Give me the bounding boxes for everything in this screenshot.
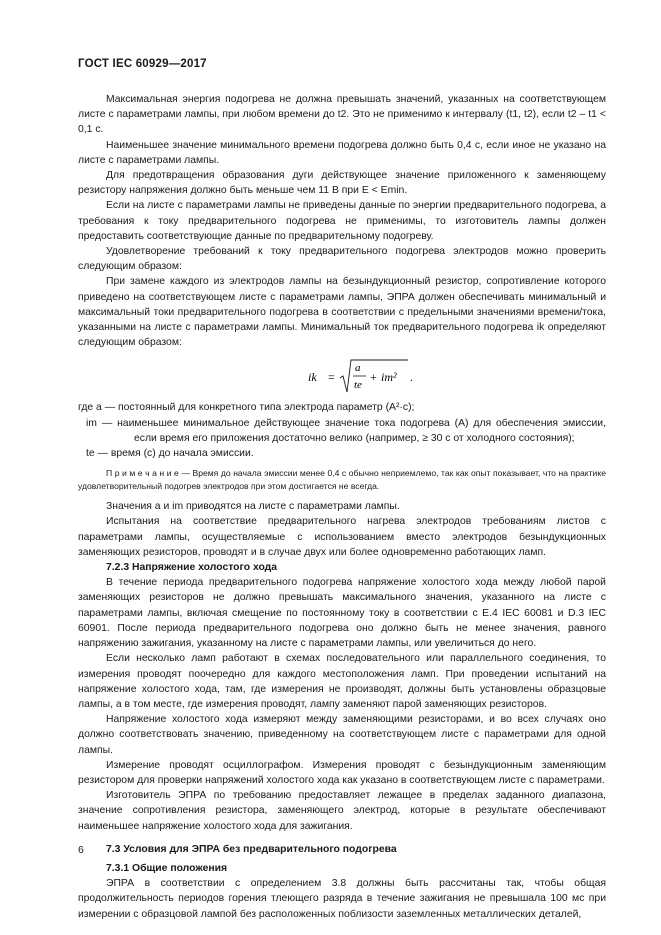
- paragraph: Испытания на соответствие предварительного нагрева электродов требованиям листов с параметрами лампы, осуществляемые с использованием вместо электродов безындукционных заменяющих резисторов, проводят и в случае двух или более одновременно работающих ламп.: [78, 516, 606, 558]
- formula-graphic: [308, 354, 448, 398]
- paragraph: Измерение проводят осциллографом. Измерения проводят с безындукционным заменяющим резистором для проверки напряжений холостого хода как указано в соответствующем листе с параметрами.: [78, 759, 606, 786]
- paragraph: Изготовитель ЭПРА по требованию предоставляет лежащее в пределах заданного диапазона, значение сопротивления резистора, заменяющего электрод, которые в результате обеспечивают наименьшее напряжение холостого хода для зажигания.: [78, 790, 606, 832]
- definition-im: im — наименьшее минимальное действующее значение тока подогрева (А) для обеспечения эмиссии, если время его приложения достаточно велико (например, ≥ 30 с от холодного состояния);: [86, 417, 606, 444]
- note: П р и м е ч а н и е — Время до начала эмиссии менее 0,4 с обычно неприемлемо, так как опыт показывает, что на практике удовлетворительный подогрев электродов при этом достигается не всегда.: [78, 468, 606, 492]
- paragraph: В течение периода предварительного подогрева напряжение холостого хода между любой парой заменяющих резисторов не должно превышать максимального значения, указанного на листе с параметрами лампы, включая смещение по постоянному току в соответствии с Е.4 IEC 60081 и D.3 IEC 60901. После периода предварительного подогрева оно должно быть не менее значения, равного напряжению зажигания, указанному на листе с параметрами лампы, или увеличиться до него.: [78, 577, 606, 650]
- paragraph: Для предотвращения образования дуги действующее значение приложенного к заменяющему резистору напряжения должно быть меньше чем 11 В при E < Emin.: [78, 170, 606, 197]
- section-heading-7-3-1: 7.3.1 Общие положения: [106, 862, 228, 874]
- definition-a: где a — постоянный для конкретного типа электрода параметр (А²·с);: [78, 402, 415, 414]
- formula-numerator: a: [355, 362, 361, 375]
- paragraph: При замене каждого из электродов лампы на безындукционный резистор, сопротивление которого приведено на соответствующем листе с параметрами лампы, ЭПРА должен обеспечивать минимальный и максимальный токи предварительного подогрева в соответствии с предельными значениями времени/тока, указанными на листе с параметрами лампы. Минимальный ток предварительного подогрева ik определяют следующим образом:: [78, 276, 606, 349]
- paragraph: Если несколько ламп работают в схемах последовательного или параллельного соединения, то измерения проводят поочередно для каждого местоположения ламп. При проведении испытаний на напряжение холостого хода, там, где измерения не производят, должны быть установлены образцовые лампы, а в том месте, где измерения проводят, лампу заменяют парой заменяющих резисторов.: [78, 653, 606, 710]
- formula-equals: =: [328, 370, 335, 385]
- formula-plus: +: [370, 370, 377, 385]
- definition-te: te — время (с) до начала эмиссии.: [86, 448, 254, 460]
- paragraph: Если на листе с параметрами лампы не приведены данные по энергии предварительного подогрева, а требования к току предварительного подогрева не применимы, то изготовитель лампы должен предоставить соответствующие данные по предварительному подогреву.: [78, 200, 606, 242]
- page-number: 6: [78, 844, 84, 856]
- section-heading-7-2-3: 7.2.3 Напряжение холостого хода: [106, 562, 278, 574]
- formula-lhs: ik: [308, 370, 317, 385]
- paragraph: Значения a и im приводятся на листе с параметрами лампы.: [106, 501, 400, 513]
- preheat-current-formula: [78, 354, 606, 398]
- formula-im-squared: im²: [381, 370, 397, 385]
- paragraph: Максимальная энергия подогрева не должна превышать значений, указанных на соответствующем листе с параметрами лампы, при любом времени до t2. Это не применимо к интервалу (t1, t2), если t2 – t1 < 0,1 с.: [78, 94, 606, 136]
- page-body: [78, 92, 606, 922]
- paragraph: Удовлетворение требований к току предварительного подогрева электродов можно проверить следующим образом:: [78, 246, 606, 273]
- section-heading-7-3: 7.3 Условия для ЭПРА без предварительного подогрева: [106, 843, 397, 855]
- paragraph: Наименьшее значение минимального времени подогрева должно быть 0,4 с, если иное не указано на листе с параметрами лампы.: [78, 139, 606, 166]
- formula-denominator: te: [354, 379, 362, 392]
- paragraph: ЭПРА в соответствии с определением 3.8 должны быть рассчитаны так, чтобы общая продолжительность периодов горения тлеющего разряда в течение зажигания не превышала 100 мс при измерении с образцовой лампой без расположенных поблизости заземленных металлических деталей,: [78, 878, 606, 920]
- standard-header: ГОСТ IEC 60929—2017: [78, 58, 207, 70]
- paragraph: Напряжение холостого хода измеряют между заменяющими резисторами, и во всех случаях оно должно соответствовать значению, приведенному на соответствующем листе с параметрами для одной лампы.: [78, 714, 606, 756]
- formula-period: .: [410, 370, 413, 385]
